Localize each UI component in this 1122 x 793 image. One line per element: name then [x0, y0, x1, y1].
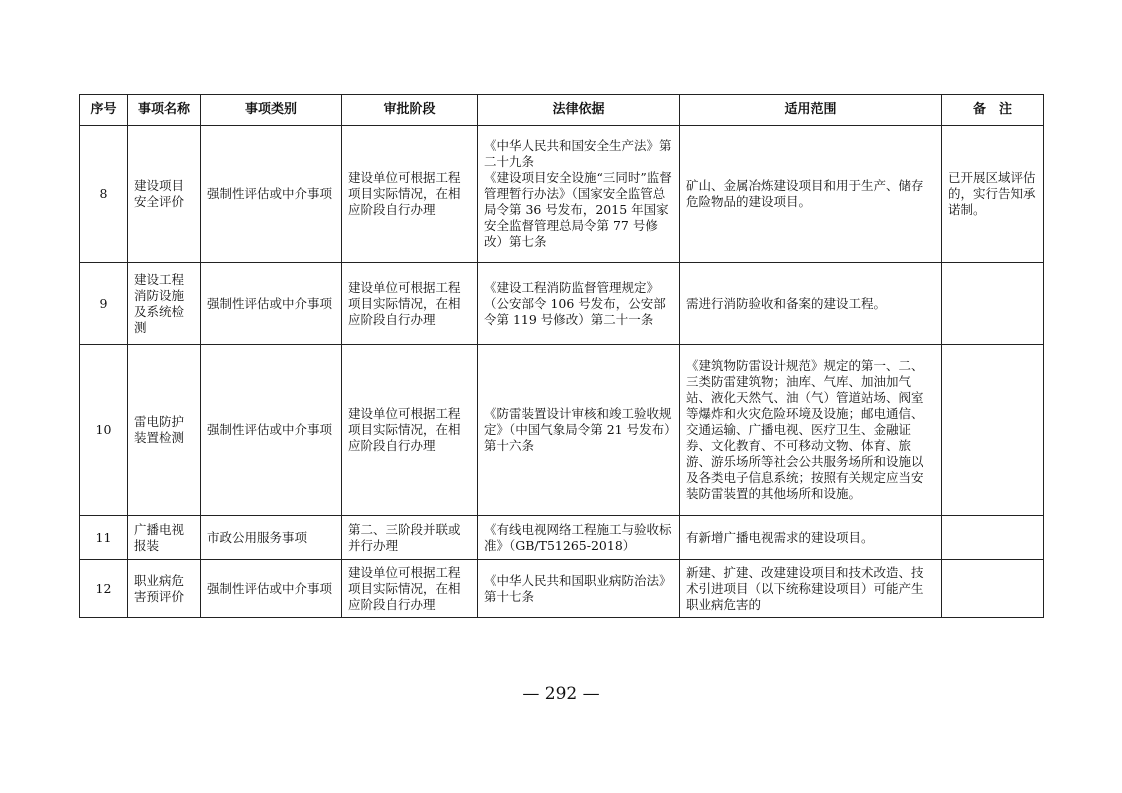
- cell-remarks: [942, 345, 1044, 516]
- cell-approval-stage: 第二、三阶段并联或并行办理: [342, 516, 478, 560]
- table-row: [80, 345, 1044, 516]
- cell-remarks: [942, 263, 1044, 345]
- header-legal-basis: 法律依据: [478, 95, 680, 126]
- cell-no: 12: [80, 560, 128, 618]
- cell-item-name: 职业病危害预评价: [128, 560, 201, 618]
- cell-item-category: 强制性评估或中介事项: [201, 126, 342, 263]
- cell-no: 8: [80, 126, 128, 263]
- cell-item-name: 雷电防护装置检测: [128, 345, 201, 516]
- cell-legal-basis: 《中华人民共和国安全生产法》第二十九条 《建设项目安全设施“三同时”监督管理暂行办法》（国家安全监管总局令第 36 号发布，2015 年国家安全监督管理总局令第 77 号修改）第七条: [478, 126, 680, 263]
- cell-approval-stage: 建设单位可根据工程项目实际情况，在相应阶段自行办理: [342, 345, 478, 516]
- header-approval-stage: 审批阶段: [342, 95, 478, 126]
- cell-scope: 有新增广播电视需求的建设项目。: [680, 516, 942, 560]
- cell-scope: 需进行消防验收和备案的建设工程。: [680, 263, 942, 345]
- table-row: [80, 263, 1044, 345]
- cell-no: 9: [80, 263, 128, 345]
- cell-approval-stage: 建设单位可根据工程项目实际情况，在相应阶段自行办理: [342, 560, 478, 618]
- cell-scope: 新建、扩建、改建建设项目和技术改造、技术引进项目（以下统称建设项目）可能产生职业病危害的: [680, 560, 942, 618]
- cell-item-category: 强制性评估或中介事项: [201, 345, 342, 516]
- cell-item-name: 建设项目安全评价: [128, 126, 201, 263]
- cell-item-name: 建设工程消防设施及系统检测: [128, 263, 201, 345]
- cell-legal-basis: 《防雷装置设计审核和竣工验收规定》（中国气象局令第 21 号发布）第十六条: [478, 345, 680, 516]
- cell-remarks: 已开展区域评估的，实行告知承诺制。: [942, 126, 1044, 263]
- cell-item-name: 广播电视报装: [128, 516, 201, 560]
- cell-item-category: 市政公用服务事项: [201, 516, 342, 560]
- cell-remarks: [942, 560, 1044, 618]
- table-header-row: [80, 95, 1044, 126]
- table-row: [80, 560, 1044, 618]
- header-item-name: 事项名称: [128, 95, 201, 126]
- header-scope: 适用范围: [680, 95, 942, 126]
- cell-legal-basis: 《中华人民共和国职业病防治法》第十七条: [478, 560, 680, 618]
- table-row: [80, 126, 1044, 263]
- cell-no: 11: [80, 516, 128, 560]
- table-row: [80, 516, 1044, 560]
- cell-scope: 《建筑物防雷设计规范》规定的第一、二、三类防雷建筑物；油库、气库、加油加气站、液化天然气、油（气）管道站场、阀室等爆炸和火灾危险环境及设施；邮电通信、交通运输、广播电视、医疗卫生、金融证券、文化教育、不可移动文物、体育、旅游、游乐场所等社会公共服务场所和设施以及各类电子信息系统；按照有关规定应当安装防雷装置的其他场所和设施。: [680, 345, 942, 516]
- cell-scope: 矿山、金属冶炼建设项目和用于生产、储存危险物品的建设项目。: [680, 126, 942, 263]
- header-no: 序号: [80, 95, 128, 126]
- cell-approval-stage: 建设单位可根据工程项目实际情况，在相应阶段自行办理: [342, 126, 478, 263]
- cell-item-category: 强制性评估或中介事项: [201, 263, 342, 345]
- header-remarks: 备 注: [942, 95, 1044, 126]
- cell-item-category: 强制性评估或中介事项: [201, 560, 342, 618]
- cell-no: 10: [80, 345, 128, 516]
- cell-legal-basis: 《有线电视网络工程施工与验收标准》（GB/T51265-2018）: [478, 516, 680, 560]
- approval-items-table: [79, 94, 1044, 618]
- cell-legal-basis: 《建设工程消防监督管理规定》（公安部令 106 号发布，公安部令第 119 号修改）第二十一条: [478, 263, 680, 345]
- page-number: — 292 —: [522, 684, 600, 704]
- header-item-category: 事项类别: [201, 95, 342, 126]
- cell-approval-stage: 建设单位可根据工程项目实际情况，在相应阶段自行办理: [342, 263, 478, 345]
- cell-remarks: [942, 516, 1044, 560]
